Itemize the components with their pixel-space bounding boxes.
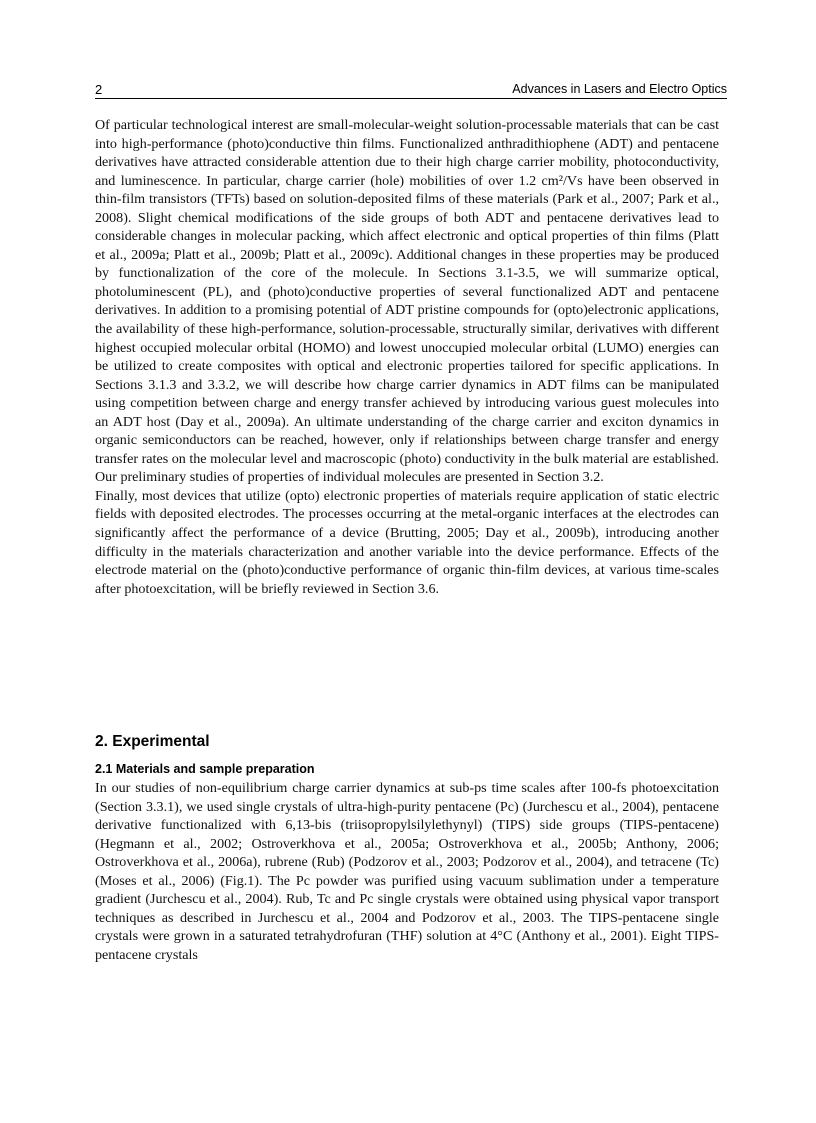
section-text [95,779,719,964]
running-title: Advances in Lasers and Electro Optics [512,82,727,96]
section-paragraph: In our studies of non-equilibrium charge carrier dynamics at sub-ps time scales after 100-fs photoexcitation (Section 3.3.1), we used single crystals of ultra-high-purity pentacene (Pc) (Jurchescu et al., 2004), pentacene derivative functionalized with 6,13-bis (triisopropylsilylethynyl) (TIPS) side groups (TIPS-pentacene) (Hegmann et al., 2002; Ostroverkhova et al., 2005a; Ostroverkhova et al., 2005b; Anthony, 2006; Ostroverkhova et al., 2006a), rubrene (Rub) (Podzorov et al., 2003; Podzorov et al., 2004), and tetracene (Tc) (Moses et al., 2006) (Fig.1). The Pc powder was purified using vacuum sublimation under a temperature gradient (Jurchescu et al., 2004). Rub, Tc and Pc single crystals were obtained using physical vapor transport techniques as described in Jurchescu et al., 2004 and Podzorov et al., 2003. The TIPS-pentacene single crystals were grown in a saturated tetrahydrofuran (THF) solution at 4°C (Anthony et al., 2001). Eight TIPS-pentacene crystals [95,780,719,963]
header-rule [95,98,727,99]
subsection-heading: 2.1 Materials and sample preparation [95,762,315,776]
intro-paragraph-1: Of particular technological interest are small-molecular-weight solution-processable materials that can be cast into high-performance (photo)conductive thin films. Functionalized anthradithiophene (ADT) and pentacene derivatives have attracted considerable attention due to their high charge carrier mobility, photoconductivity, and luminescence. In particular, charge carrier (hole) mobilities of over 1.2 cm²/Vs have been observed in thin-film transistors (TFTs) based on solution-deposited films of these materials (Park et al., 2007; Park et al., 2008). Slight chemical modifications of the side groups of both ADT and pentacene derivatives lead to considerable changes in molecular packing, which affect electronic and optical properties of thin films (Platt et al., 2009a; Platt et al., 2009b; Platt et al., 2009c). Additional changes in these properties may be produced by functionalization of the core of the molecule. In Sections 3.1-3.5, we will summarize optical, photoluminescent (PL), and (photo)conductive properties of several functionalized ADT and pentacene derivatives. In addition to a promising potential of ADT pristine compounds for (opto)electronic applications, the availability of these high-performance, solution-processable, structurally similar, derivatives with different highest occupied molecular orbital (HOMO) and lowest unoccupied molecular orbital (LUMO) energies can be utilized to create composites with optical and electronic properties tailored for specific applications. In Sections 3.1.3 and 3.3.2, we will describe how charge carrier dynamics in ADT films can be manipulated using competition between charge and energy transfer achieved by introducing various guest molecules into an ADT host (Day et al., 2009a). An ultimate understanding of the charge carrier and exciton dynamics in organic semiconductors can be reached, however, only if relationships between charge transfer and energy transfer rates on the molecular level and macroscopic (photo) conductivity in the bulk material are established. Our preliminary studies of properties of individual molecules are presented in Section 3.2. [95,117,719,486]
running-header [95,80,727,98]
intro-text [95,116,719,598]
section-heading: 2. Experimental [95,733,210,750]
intro-paragraph-2: Finally, most devices that utilize (opto) electronic properties of materials require application of static electric fields with deposited electrodes. The processes occurring at the metal-organic interfaces at the electrodes can significantly affect the performance of a device (Brutting, 2005; Day et al., 2009b), introducing another difficulty in the materials characterization and another variable into the device performance. Effects of the electrode material on the (photo)conductive performance of organic thin-film devices, at various time-scales after photoexcitation, will be briefly reviewed in Section 3.6. [95,487,719,597]
page-number: 2 [95,82,103,97]
